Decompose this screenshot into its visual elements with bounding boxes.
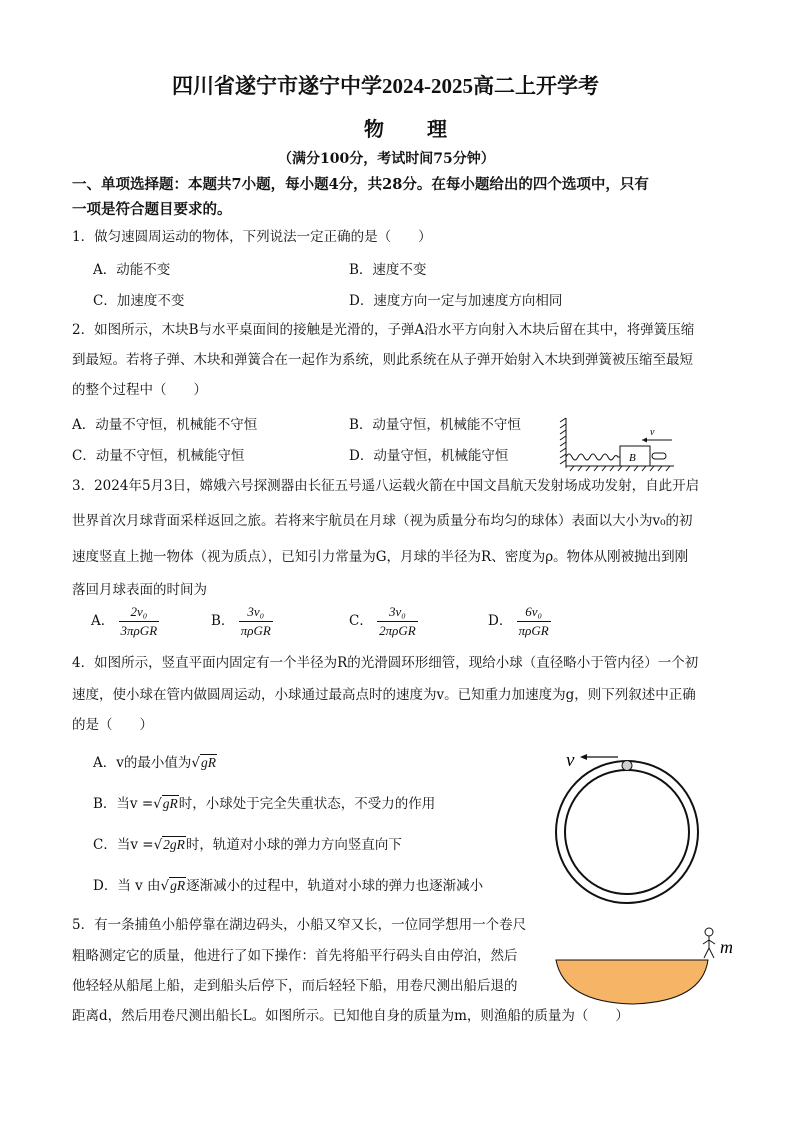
- q3-option-d-fraction: [517, 604, 551, 639]
- q3-option-a: [91, 604, 159, 639]
- q4-ring-figure: [552, 746, 712, 906]
- velocity-label: v: [650, 427, 655, 438]
- q4-option-d-root: gR: [170, 878, 186, 893]
- q5-stem-line2: 粗略测定它的质量，他进行了如下操作：首先将船平行码头自由停泊，然后: [72, 948, 518, 964]
- q3-option-b: [211, 604, 273, 639]
- q4-option-b-pre: B．当v =: [93, 796, 154, 812]
- sqrt-symbol: √: [153, 837, 163, 853]
- q3-option-c-denominator: 2πρGR: [379, 623, 416, 638]
- q4-option-b: [93, 792, 435, 812]
- q3-option-c-numerator: 3v₀: [377, 604, 418, 622]
- q3-stem-line4: 落回月球表面的时间为: [72, 582, 207, 598]
- paper-title: 四川省遂宁市遂宁中学2024-2025高二上开学考: [172, 74, 599, 98]
- q2-option-c: C．动量不守恒，机械能守恒: [72, 448, 245, 464]
- arrow-head: [580, 754, 587, 760]
- q2-stem-line2: 到最短。若将子弹、木块和弹簧合在一起作为系统，则此系统在从子弹开始射入木块到弹簧被压缩至最短: [72, 352, 693, 368]
- q4-option-d-pre: D．当 v 由: [93, 878, 161, 894]
- sqrt-symbol: √: [160, 878, 170, 894]
- q5-stem-line4: 距离d，然后用卷尺测出船长L。如图所示。已知他自身的质量为m，则渔船的质量为（ ）: [72, 1008, 629, 1024]
- q4-option-c-root: 2gR: [163, 837, 185, 852]
- mass-label: m: [720, 937, 733, 957]
- q2-option-a: A．动量不守恒，机械能不守恒: [72, 417, 258, 433]
- q3-option-a-fraction: [119, 604, 160, 639]
- q4-option-d: [93, 874, 483, 894]
- q4-option-a-root: gR: [201, 755, 216, 770]
- q4-option-c-post: 时，轨道对小球的弹力方向竖直向下: [185, 837, 402, 853]
- q3-option-a-numerator: 2v₀: [119, 604, 160, 622]
- q4-stem-line2: 速度，使小球在管内做圆周运动，小球通过最高点时的速度为v。已知重力加速度为g，则下列叙述中正确: [72, 687, 696, 703]
- q2-stem-line1: 2．如图所示，木块B与水平桌面间的接触是光滑的，子弹A沿水平方向射入木块后留在其中，将弹簧压缩: [72, 322, 695, 338]
- q3-stem-line3: 速度竖直上抛一物体（视为质点），已知引力常量为G，月球的半径为R、密度为ρ。物体从刚被抛出到刚: [72, 549, 689, 565]
- person-icon: [703, 928, 715, 958]
- floor-hatching: [566, 466, 674, 471]
- q2-option-b: B．动量守恒，机械能不守恒: [349, 417, 521, 433]
- subject-title: 物 理: [364, 117, 465, 141]
- q4-option-a: [93, 751, 217, 771]
- q2-stem-line3: 的整个过程中（ ）: [72, 382, 207, 398]
- q4-option-c-pre: C．当v =: [93, 837, 154, 853]
- q2-spring-block-figure: [558, 416, 678, 472]
- q4-stem-line3: 的是（ ）: [72, 717, 153, 733]
- boat-hull: [556, 960, 708, 1004]
- q3-stem-line2: 世界首次月球背面采样返回之旅。若将来宇航员在月球（视为质量分布均匀的球体）表面以大小为v₀的初: [72, 513, 693, 529]
- q3-option-c-fraction: [377, 604, 418, 639]
- q3-option-b-letter: B．: [211, 613, 235, 629]
- section-heading-line2: 一项是符合题目要求的。: [72, 201, 232, 218]
- q3-stem-line1: 3．2024年5月3日，嫦娥六号探测器由长征五号遥八运载火箭在中国文昌航天发射场成功发射，自此开启: [72, 478, 700, 494]
- q3-option-a-letter: A．: [91, 613, 115, 629]
- exam-note: （满分100分，考试时间75分钟）: [278, 151, 495, 167]
- q1-stem: 1．做匀速圆周运动的物体，下列说法一定正确的是（ ）: [72, 229, 432, 245]
- wall-hatching: [560, 418, 566, 468]
- block-b-label: B: [629, 452, 636, 464]
- section-heading-line1: 一、单项选择题：本题共7小题，每小题4分，共28分。在每小题给出的四个选项中，只有: [72, 176, 649, 193]
- q3-option-d: [488, 604, 551, 639]
- q2-option-d: D．动量守恒，机械能守恒: [349, 448, 509, 464]
- q4-option-b-post: 时，小球处于完全失重状态，不受力的作用: [178, 796, 436, 812]
- velocity-label: v: [566, 750, 575, 771]
- q3-option-d-denominator: πρGR: [518, 623, 549, 638]
- q1-option-d: D．速度方向一定与加速度方向相同: [349, 293, 563, 309]
- q5-stem-line3: 他轻轻从船尾上船，走到船头后停下，而后轻轻下船，用卷尺测出船后退的: [72, 978, 518, 994]
- q4-option-d-post: 逐渐减小的过程中，轨道对小球的弹力也逐渐减小: [186, 878, 484, 894]
- arrow-head: [642, 438, 647, 443]
- q3-option-a-denominator: 3πρGR: [120, 623, 158, 638]
- sqrt-symbol: √: [153, 796, 162, 812]
- q3-option-c: [349, 604, 418, 639]
- q1-option-c: C．加速度不变: [93, 293, 185, 309]
- q4-option-a-pre: A．v的最小值为: [93, 755, 192, 771]
- sqrt-symbol: √: [191, 755, 200, 771]
- spring: [566, 454, 620, 460]
- q5-boat-figure: [552, 922, 742, 1008]
- ball: [622, 761, 632, 771]
- ring-outer: [556, 761, 698, 903]
- bullet-a: [652, 453, 666, 459]
- q1-option-b: B．速度不变: [349, 262, 427, 278]
- q4-option-b-root: gR: [162, 796, 178, 811]
- q3-option-b-numerator: 3v₀: [239, 604, 273, 622]
- q4-stem-line1: 4．如图所示，竖直平面内固定有一个半径为R的光滑圆环形细管，现给小球（直径略小于管内径）一个初: [72, 655, 699, 671]
- q3-option-b-denominator: πρGR: [240, 623, 271, 638]
- q3-option-d-letter: D．: [488, 613, 513, 629]
- q1-option-a: A．动能不变: [93, 262, 171, 278]
- ring-inner: [565, 770, 689, 894]
- q5-stem-line1: 5．有一条捕鱼小船停靠在湖边码头，小船又窄又长，一位同学想用一个卷尺: [72, 917, 527, 933]
- q3-option-b-fraction: [239, 604, 273, 639]
- q3-option-d-numerator: 6v₀: [517, 604, 551, 622]
- q3-option-c-letter: C．: [349, 613, 373, 629]
- q4-option-c: [93, 833, 402, 853]
